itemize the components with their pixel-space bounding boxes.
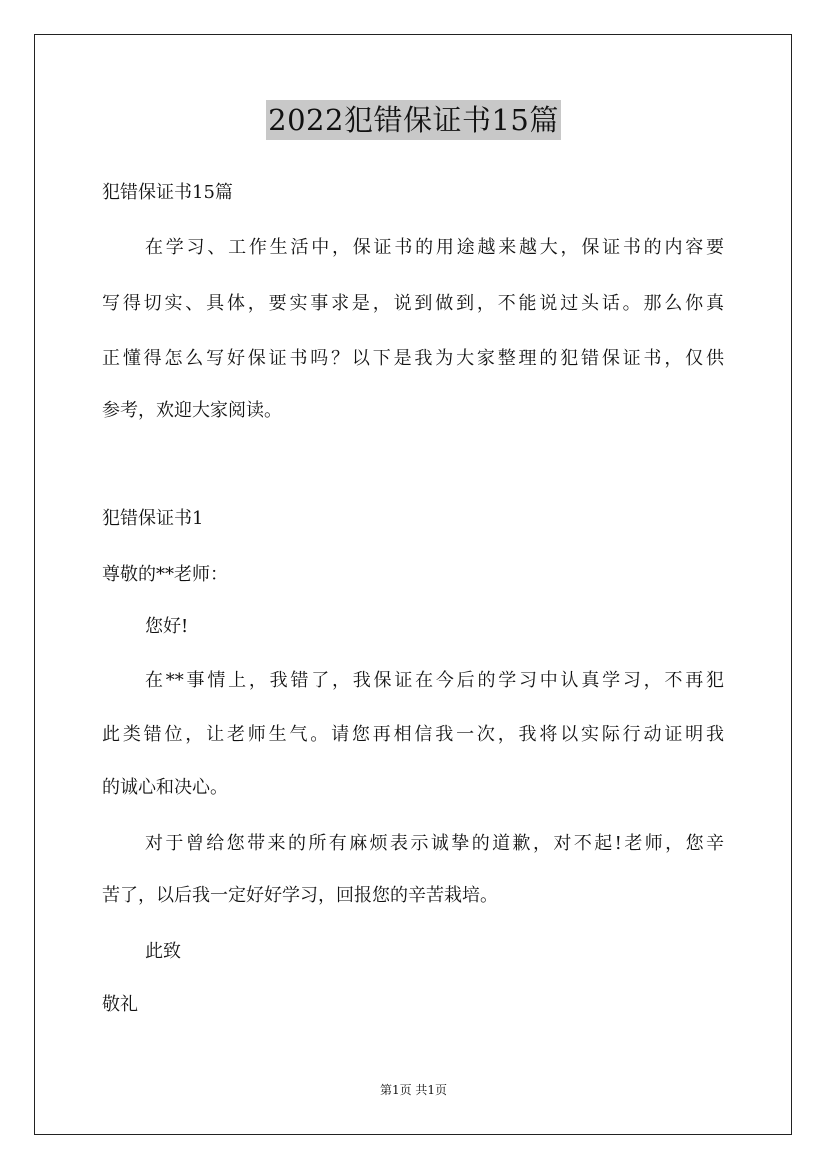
title-container xyxy=(0,100,827,140)
body-para1-line-3: 的诚心和决心。 xyxy=(102,777,228,798)
document-subtitle: 犯错保证书15篇 xyxy=(102,182,233,203)
intro-line-3: 正懂得怎么写好保证书吗？以下是我为大家整理的犯错保证书，仅供 xyxy=(102,348,724,369)
document-title: 2022犯错保证书15篇 xyxy=(266,100,561,140)
intro-line-2: 写得切实、具体，要实事求是，说到做到，不能说过头话。那么你真 xyxy=(102,293,724,314)
body-para1-line-2: 此类错位，让老师生气。请您再相信我一次，我将以实际行动证明我 xyxy=(102,724,724,745)
closing-line-2: 敬礼 xyxy=(102,994,138,1015)
closing-line-1: 此致 xyxy=(145,941,181,962)
page-footer: 第1页 共1页 xyxy=(379,1083,448,1097)
intro-line-4: 参考，欢迎大家阅读。 xyxy=(102,400,282,421)
body-para2-line-2: 苦了，以后我一定好好学习，回报您的辛苦栽培。 xyxy=(102,885,498,906)
section-heading: 犯错保证书1 xyxy=(102,508,204,529)
body-para2-line-1: 对于曾给您带来的所有麻烦表示诚挚的道歉，对不起!老师，您辛 xyxy=(145,833,724,854)
greeting: 您好! xyxy=(145,616,189,637)
intro-line-1: 在学习、工作生活中，保证书的用途越来越大，保证书的内容要 xyxy=(145,237,724,258)
body-para1-line-1: 在**事情上，我错了，我保证在今后的学习中认真学习，不再犯 xyxy=(145,670,724,691)
salutation: 尊敬的**老师： xyxy=(102,564,228,585)
